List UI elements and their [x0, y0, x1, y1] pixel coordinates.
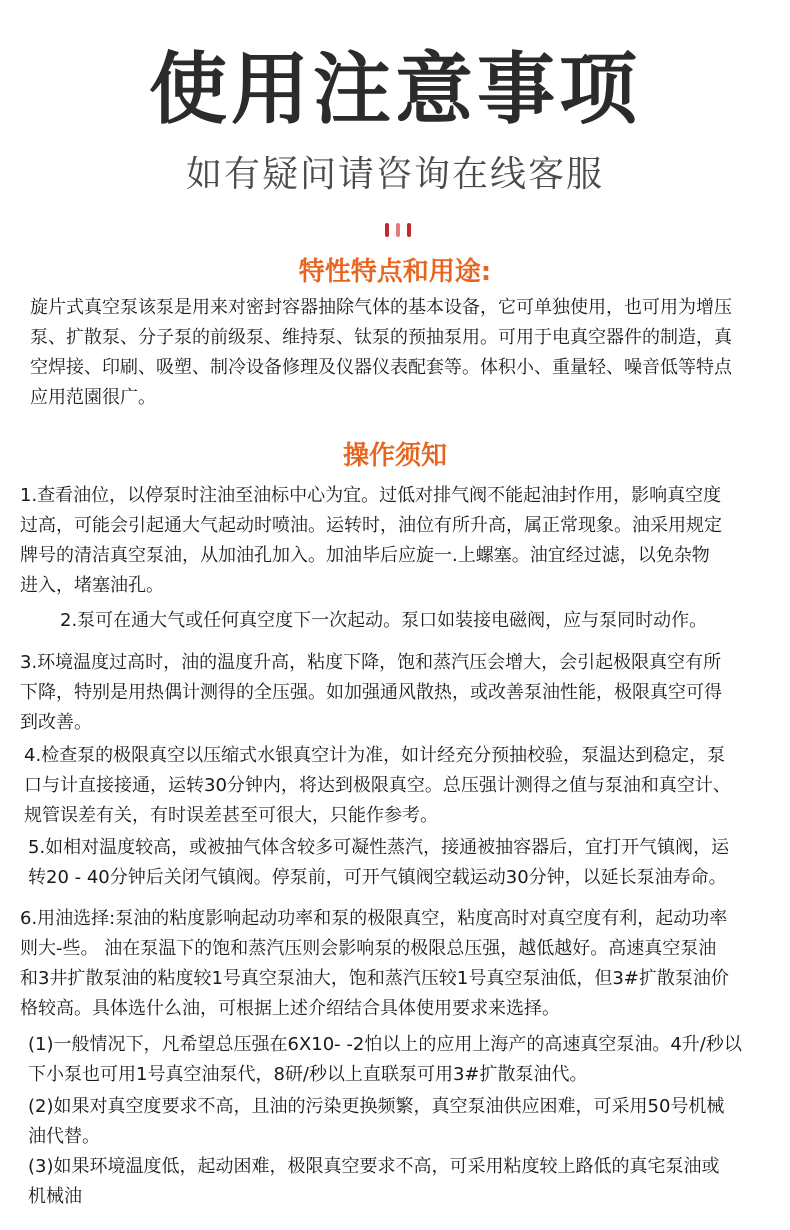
operation-item-6-1: (1)一般情况下，凡希望总压强在6X10- -2怕以上的应用上海产的高速真空泵油。4升/秒以 下小泵也可用1号真空油泵代，8研/秒以上直联泵可用3#扩散泵油代。 [28, 1034, 742, 1085]
divider-dot [385, 223, 389, 237]
operation-heading: 操作须知 [342, 441, 447, 471]
operation-item-6: 6.用油选择:泵油的粘度影响起动功率和泵的极限真空，粘度高时对真空度有利，起动功率 则大-些。 油在泵温下的饱和蒸汽压则会影响泵的极限总压强，越低越好。高速真空泵油 和3井扩散泵油的粘度较1号真空泵油大，饱和蒸汽压较1号真空泵油低，但3#扩散泵油价 格较高。具体选什么油，可根据上述介绍结合具体使用要求来选择。 [20, 908, 729, 1019]
page-title: 使用注意事项 [148, 45, 641, 135]
operation-item-6-3: (3)如果环境温度低，起动困难，极限真空要求不高，可采用粘度较上路低的真宅泵油或 机械油 [28, 1156, 720, 1207]
features-text: 旋片式真空泵该泵是用来对密封容器抽除气体的基本设备，它可单独使用，也可用为增压 泵、扩散泵、分子泵的前级泵、维持泵、钛泵的预抽泵用。可用于电真空器件的制造，真 空焊接、印刷、吸塑、制冷设备修理及仪器仪表配套等。体积小、重量轻、噪音低等特点 应用范園很广。 [30, 297, 732, 408]
operation-item-1: 1.查看油位，以停泵时注油至油标中心为宜。过低对排气阀不能起油封作用，影响真空度 过高，可能会引起通大气起动时喷油。运转时，油位有所升高，属正常现象。油采用规定 牌号的清洁真空泵油，从加油孔加入。加油毕后应旋一.上螺塞。油宜经过滤，以免杂物 进入，堵塞油孔。 [20, 485, 722, 596]
divider-dots [385, 223, 411, 237]
features-heading: 特性特点和用途: [298, 257, 492, 287]
operation-item-6-2: (2)如果对真空度要求不高，且油的污染更换频繁，真空泵油供应困难，可采用50号机械 油代替。 [28, 1096, 725, 1147]
divider-dot [407, 223, 411, 237]
divider-dot [396, 223, 400, 237]
operation-item-4: 4.检查泵的极限真空以压缩式水银真空计为准，如计经充分预抽校验，泵温达到稳定，泵 口与计直接接通，运转30分钟内，将达到极限真空。总压强计测得之值与泵油和真空计、 规管误差有关，有时误差甚至可很大，只能作参考。 [24, 745, 731, 826]
page-subtitle: 如有疑问请咨询在线客服 [185, 154, 604, 195]
operation-item-5: 5.如相对温度较高，或被抽气体含较多可凝性蒸汽，接通被抽容器后，宜打开气镇阀，运 转20 - 40分钟后关闭气镇阀。停泵前，可开气镇阀空载运动30分钟，以延长泵油寿命。 [28, 837, 730, 888]
operation-item-2: 2.泵可在通大气或任何真空度下一次起动。泵口如装接电磁阀，应与泵同时动作。 [60, 610, 708, 631]
operation-item-3: 3.环境温度过高时，油的温度升高，粘度下降，饱和蒸汽压会增大，会引起极限真空有所 下降，特别是用热偶计测得的全压强。如加强通风散热，或改善泵油性能，极限真空可得 到改善。 [20, 652, 722, 733]
